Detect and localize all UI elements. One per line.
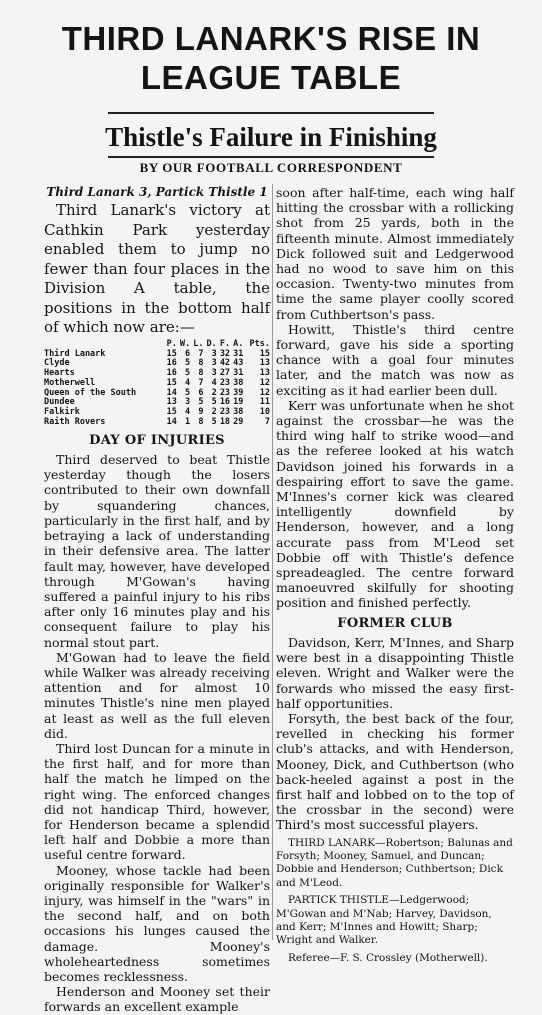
stat-cell: 1 [185,417,191,428]
stat-cell: 38 [233,407,244,418]
stat-cell: 15 [259,348,270,359]
stat-cell: 16 [219,397,231,408]
stat-cell: 15 [166,377,177,388]
stat-cell: 2 [211,387,217,398]
stat-cell: 16 [166,368,177,379]
paragraph: M'Gowan had to leave the field while Walker was already receiving attention and for almost 10 minutes Thistle's nine men played at least as well as the full eleven did. [44,649,270,741]
stat-cell: 6 [185,348,191,359]
stat-cell: 4 [185,377,191,388]
stat-cell: 15 [166,348,177,359]
stat-cell: 6 [198,387,204,398]
stat-cell: 8 [198,368,204,379]
header-cell: L. [193,338,204,349]
section-heading-injuries: DAY OF INJURIES [89,432,225,448]
team-name-cell: Hearts [44,368,75,379]
stat-cell: 13 [259,368,270,379]
paragraph: Third lost Duncan for a minute in the first half, and for more than half the match he limped on the right wing. The enforced changes did not handicap Third, however, for Henderson became a splendid left half and Dobbie a more than useful centre forward. [44,740,270,863]
stat-cell: 31 [233,348,244,359]
stat-cell: 7 [264,417,270,428]
stat-cell: 5 [211,397,217,408]
stat-cell: 43 [233,358,244,369]
team-name-cell: Raith Rovers [44,417,106,428]
stat-cell: 23 [219,377,231,388]
paragraph: soon after half-time, each wing half hitting the crossbar with a rollicking shot from 25 yards, both in the fifteenth minute. Almost immediately Dick followed suit and Ledgerwood had no wood to save him on this occasion. Twenty-two minutes from time the same player coolly scored from Cuthbertson's pass. [276,185,514,322]
lead-paragraph: Third Lanark's victory at Cathkin Park yesterday enabled them to jump no fewer than four places in the Division A table, the positions in the bottom half of which now are:— [44,201,270,337]
header-cell: F. [219,338,231,349]
team-line-partick-thistle: PARTICK THISTLE—Ledgerwood; M'Gowan and M'Nab; Harvey, Davidson, and Kerr; M'Innes and Howitt; Sharp; Wright and Walker. [276,894,492,947]
header-cell: Pts. [249,338,270,349]
byline: BY OUR FOOTBALL CORRESPONDENT [139,160,403,175]
stat-cell: 32 [219,348,231,359]
stat-cell: 19 [233,397,244,408]
paragraph: Henderson and Mooney set their forwards an excellent example [44,984,270,1015]
team-line-third-lanark: THIRD LANARK—Robertson; Balunas and Forsyth; Mooney, Samuel, and Duncan; Dobbie and Henderson; Cuthbertson; Dick and M'Leod. [276,836,513,889]
team-name-cell: Dundee [44,397,75,408]
stat-cell: 23 [219,407,231,418]
stat-cell: 3 [211,358,217,369]
stat-cell: 5 [185,358,191,369]
stat-cell: 4 [185,407,191,418]
league-table-body [44,350,270,428]
stat-cell: 5 [211,417,217,428]
team-name-cell: Clyde [44,358,70,369]
header-cell: W. [179,338,191,349]
stat-cell: 3 [211,368,217,379]
stat-cell: 5 [185,387,191,398]
referee-line: Referee—F. S. Crossley (Motherwell). [288,951,488,964]
league-table [44,340,270,428]
column-divider [272,184,273,940]
headline-line-1: THIRD LANARK'S RISE IN [61,20,481,57]
team-name-cell: Motherwell [44,377,96,388]
stat-cell: 8 [198,358,204,369]
stat-cell: 12 [259,377,270,388]
stat-cell: 29 [233,417,244,428]
stat-cell: 42 [219,358,231,369]
stat-cell: 39 [233,387,244,398]
stat-cell: 23 [219,387,231,398]
header-cell: P. [166,338,177,349]
header-cell: A. [233,338,244,349]
stat-cell: 4 [211,377,217,388]
subheadline: Thistle's Failure in Finishing [105,122,437,152]
paragraph: Howitt, Thistle's third centre forward, gave his side a sporting chance with a goal four minutes later, and the match was now as exciting as it had earlier been dull. [276,321,514,398]
right-column [276,185,514,965]
stat-cell: 14 [166,417,177,428]
team-name-cell: Falkirk [44,407,80,418]
stat-cell: 8 [198,417,204,428]
league-table-row [44,418,270,428]
header-cell: D. [206,338,217,349]
paragraph: Kerr was unfortunate when he shot against the crossbar—he was the third wing half to strike wood—and as the referee looked at his watch Davidson joined his forwards in a despairing effort to save the game. M'Innes's corner kick was cleared intelligently downfield by Henderson, however, and a long accurate pass from M'Leod set Dobbie off with Thistle's defence spreadeagled. The centre forward manoeuvred skilfully for shooting position and finished perfectly. [276,397,514,611]
section-heading-former-club: FORMER CLUB [337,615,453,631]
stat-cell: 2 [211,407,217,418]
paragraph: Mooney, whose tackle had been originally responsible for Walker's injury, was himself in the "wars" in the second half, and on both occasions his lunges caused the damage. Mooney's wholeheartedness sometimes becomes recklessness. [44,862,270,984]
stat-cell: 7 [198,377,204,388]
stat-cell: 16 [166,358,177,369]
stat-cell: 38 [233,377,244,388]
stat-cell: 3 [185,397,191,408]
stat-cell: 7 [198,348,204,359]
stat-cell: 5 [185,368,191,379]
stat-cell: 9 [198,407,204,418]
team-name-cell: Third Lanark [44,348,106,359]
paragraph: Forsyth, the best back of the four, revelled in checking his former club's attacks, and with Henderson, Mooney, Dick, and Cuthbertson (who back-heeled against a post in the first half and lobbed on to the top of the crossbar in the second) were Third's most successful players. [276,710,514,833]
stat-cell: 31 [233,368,244,379]
stat-cell: 18 [219,417,231,428]
stat-cell: 13 [166,397,177,408]
team-name-cell: Queen of the South [44,387,137,398]
headline-rule-top [108,112,434,114]
stat-cell: 12 [259,387,270,398]
stat-cell: 13 [259,358,270,369]
stat-cell: 14 [166,387,177,398]
stat-cell: 5 [198,397,204,408]
stat-cell: 15 [166,407,177,418]
left-column [44,185,270,1015]
stat-cell: 27 [219,368,231,379]
stat-cell: 3 [211,348,217,359]
stat-cell: 10 [259,407,270,418]
paragraph: Davidson, Kerr, M'Innes, and Sharp were best in a disappointing Thistle eleven. Wright and Walker were the forwards who missed the easy first-half opportunities. [276,634,514,711]
headline-rule-bottom [108,156,434,158]
headline-line-2: LEAGUE TABLE [140,59,402,96]
match-result: Third Lanark 3, Partick Thistle 1 [46,185,268,199]
paragraph: Third deserved to beat Thistle yesterday though the losers contributed to their own downfall by squandering chances, particularly in the first half, and by betraying a lack of understanding in their defensive area. The latter fault may, however, have developed through M'Gowan's having suffered a painful injury to his ribs after only 16 minutes play and his consequent failure to play his normal stout part. [44,452,270,650]
stat-cell: 11 [259,397,270,408]
